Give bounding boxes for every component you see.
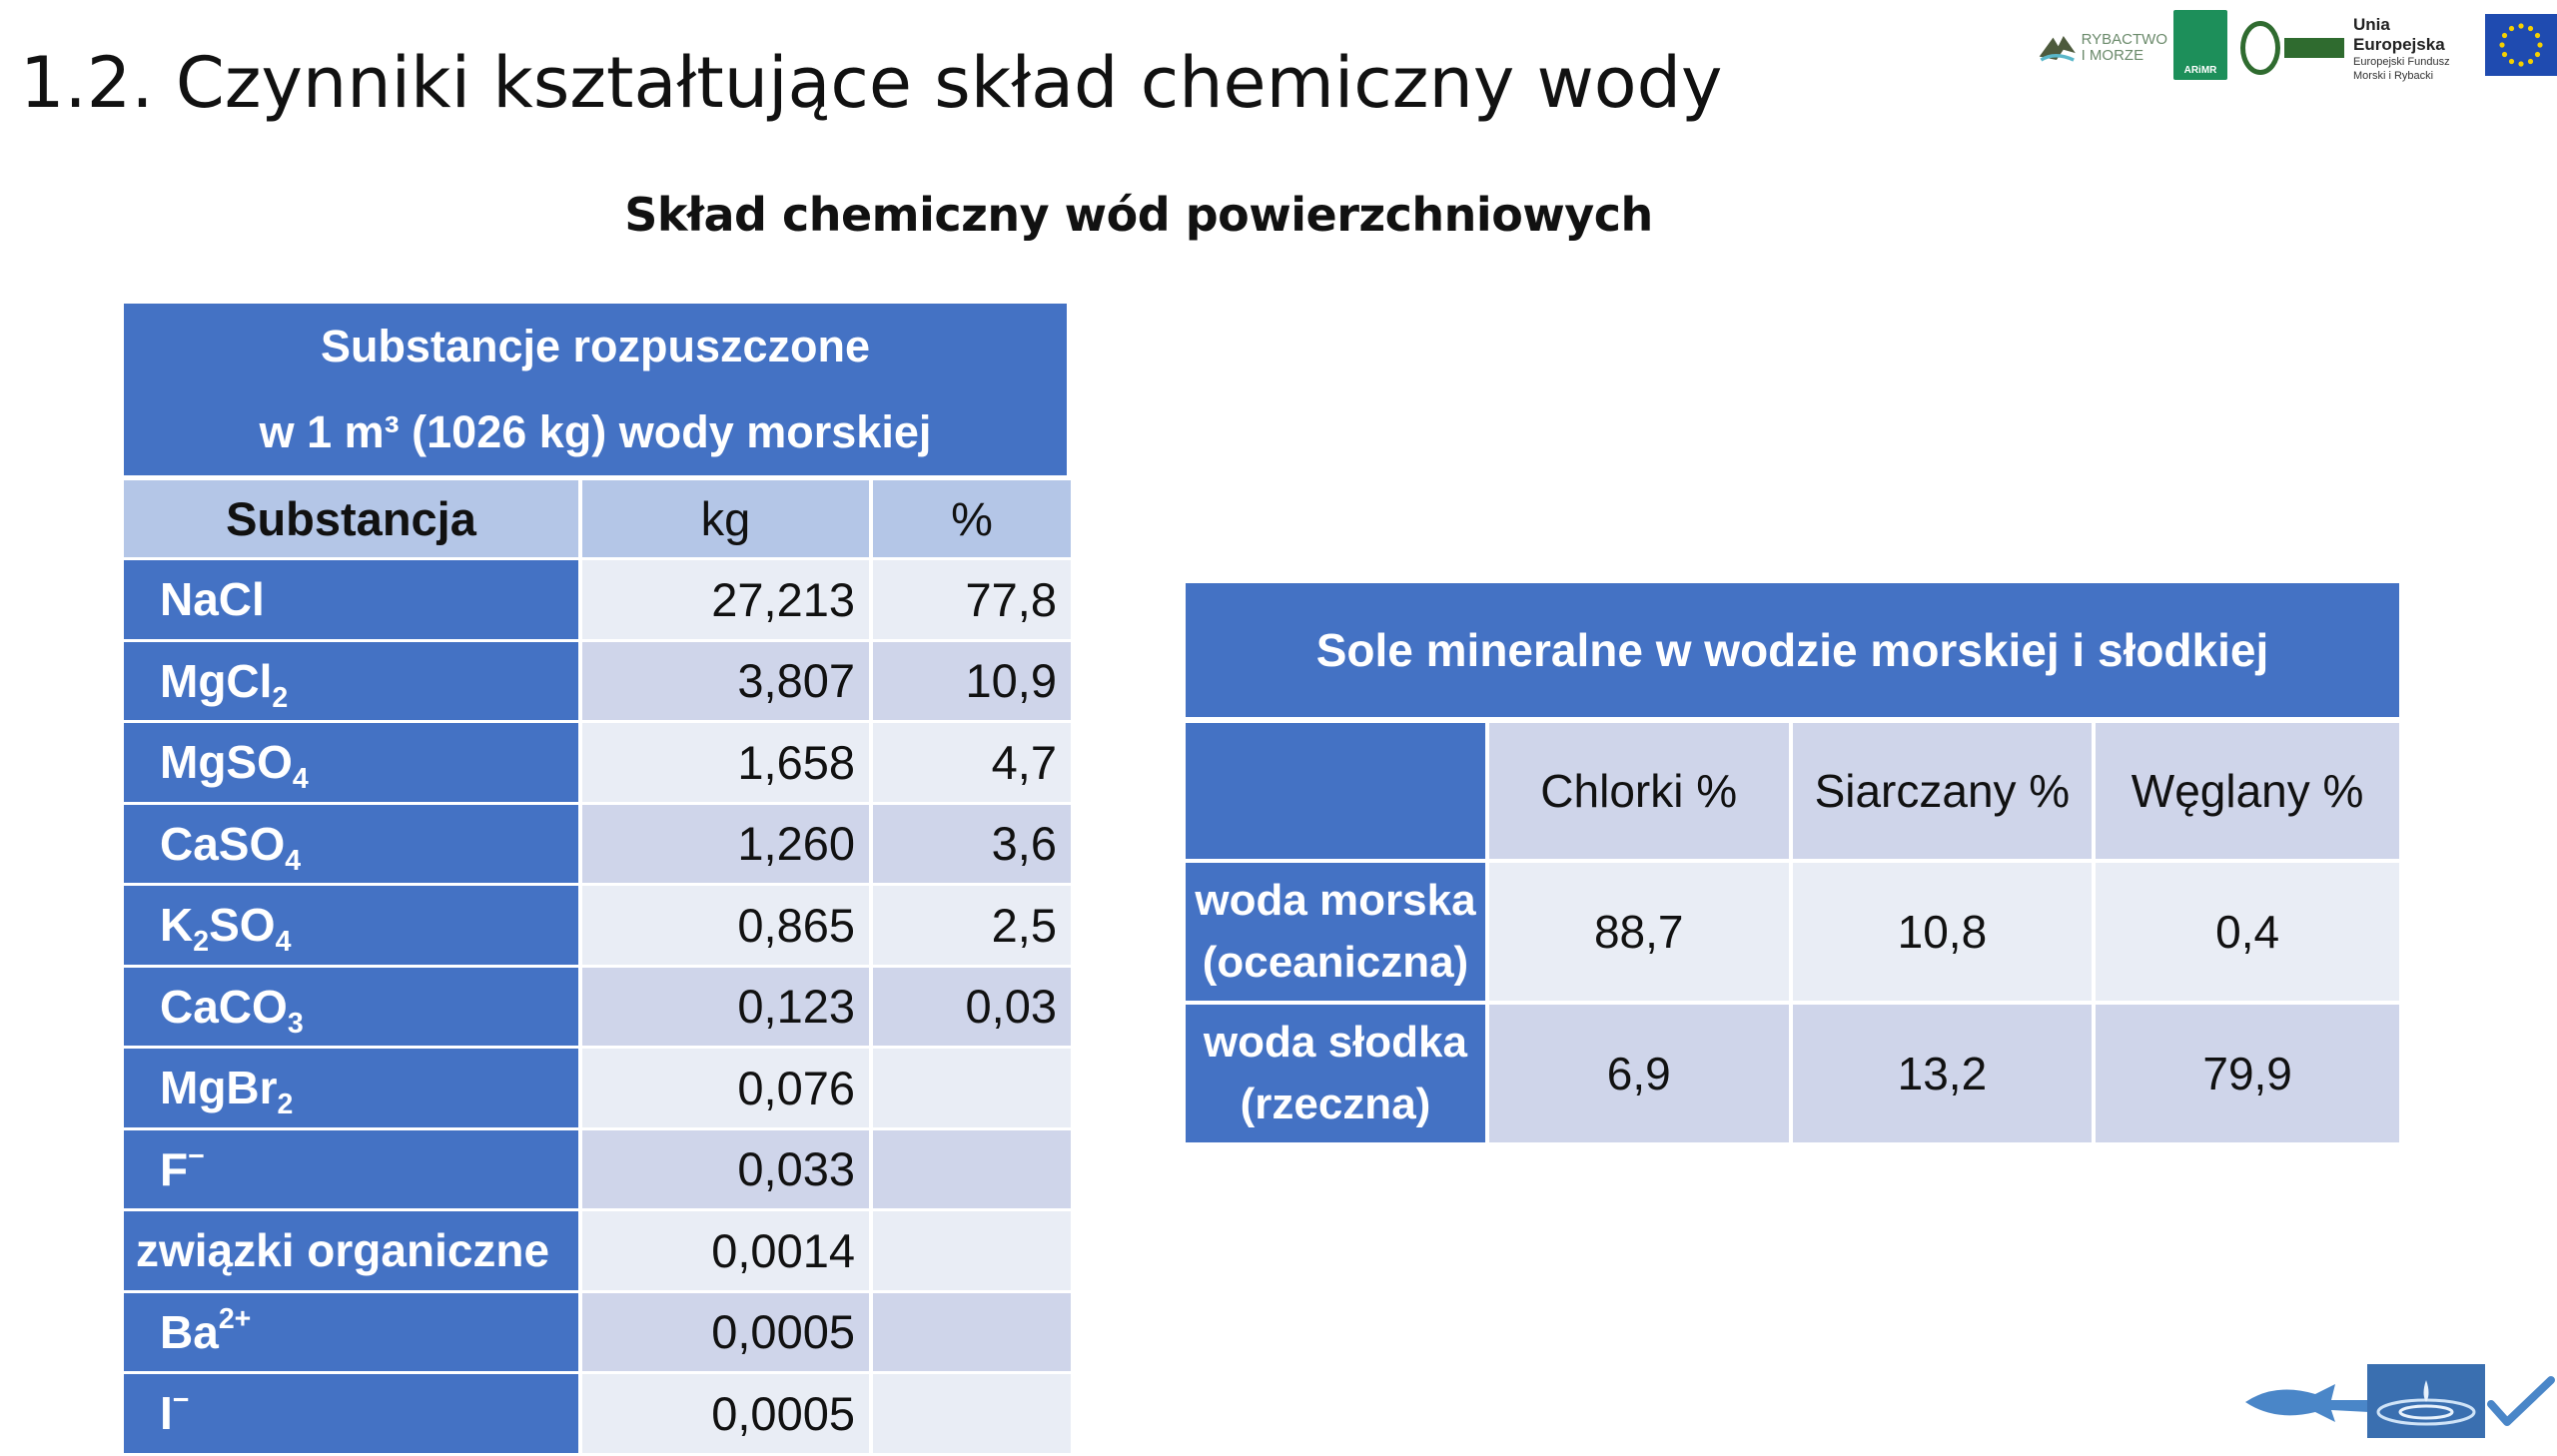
row-header-fresh-water: woda słodka (rzeczna) bbox=[1186, 1005, 1489, 1146]
table-row bbox=[1186, 863, 2399, 1005]
table-row bbox=[124, 642, 1071, 724]
percent-value: 77,8 bbox=[873, 560, 1071, 642]
substance-name: F− bbox=[124, 1130, 582, 1212]
substance-name: I− bbox=[124, 1374, 582, 1456]
table-row bbox=[124, 1211, 1071, 1293]
row-header-sea-water: woda morska (oceaniczna) bbox=[1186, 863, 1489, 1005]
substance-name: $K_2SO_4$ bbox=[124, 886, 582, 968]
substance-name: CaCO$_3$ bbox=[124, 968, 582, 1050]
column-header-sulfates: Siarczany % bbox=[1793, 723, 2097, 863]
substance-name: $Ba^{2+}$ bbox=[124, 1293, 582, 1375]
substance-name: CaSO$_4$ bbox=[124, 805, 582, 887]
table-row bbox=[124, 1049, 1071, 1130]
table-row bbox=[124, 968, 1071, 1050]
eu-title: Unia Europejska bbox=[2353, 15, 2445, 54]
percent-value: 0,03 bbox=[873, 968, 1071, 1050]
mineral-salts-table bbox=[1186, 583, 2399, 1146]
percent-value bbox=[873, 1211, 1071, 1293]
sulfates-value: 13,2 bbox=[1793, 1005, 2097, 1146]
table-row bbox=[124, 886, 1071, 968]
substance-name: MgCl$_2$ bbox=[124, 642, 582, 724]
fish-water-decoration-icon bbox=[2245, 1360, 2557, 1438]
table1-header-line2: w 1 m³ (1026 kg) wody morskiej bbox=[259, 406, 932, 457]
rybactwo-text-2: I MORZE bbox=[2081, 47, 2144, 64]
rybactwo-logo bbox=[2038, 16, 2167, 80]
kg-value: 0,0005 bbox=[582, 1293, 873, 1375]
table-row bbox=[124, 1374, 1071, 1456]
percent-value: 4,7 bbox=[873, 723, 1071, 805]
carbonates-value: 79,9 bbox=[2096, 1005, 2399, 1146]
kg-value: 0,123 bbox=[582, 968, 873, 1050]
table-row bbox=[124, 560, 1071, 642]
eu-flag-icon bbox=[2485, 14, 2557, 76]
kg-value: 3,807 bbox=[582, 642, 873, 724]
chlorides-value: 6,9 bbox=[1489, 1005, 1793, 1146]
carbonates-value: 0,4 bbox=[2096, 863, 2399, 1005]
column-header-percent: % bbox=[873, 480, 1071, 560]
kg-value: 0,033 bbox=[582, 1130, 873, 1212]
partner-logos bbox=[2038, 10, 2557, 88]
table-row bbox=[124, 723, 1071, 805]
percent-value bbox=[873, 1130, 1071, 1212]
column-header-carbonates: Węglany % bbox=[2096, 723, 2399, 863]
column-header-kg: kg bbox=[582, 480, 873, 560]
table-row bbox=[124, 1130, 1071, 1212]
sulfates-value: 10,8 bbox=[1793, 863, 2097, 1005]
eu-line-2: Morski i Rybacki bbox=[2353, 70, 2434, 82]
table2-corner-cell bbox=[1186, 723, 1489, 863]
table1-header bbox=[124, 304, 1071, 480]
table-row bbox=[124, 1293, 1071, 1375]
kg-value: 0,865 bbox=[582, 886, 873, 968]
percent-value bbox=[873, 1374, 1071, 1456]
column-header-substance: Substancja bbox=[124, 480, 582, 560]
column-header-chlorides: Chlorki % bbox=[1489, 723, 1793, 863]
percent-value: 3,6 bbox=[873, 805, 1071, 887]
emblem-icon bbox=[2240, 21, 2280, 75]
percent-value bbox=[873, 1293, 1071, 1375]
rybactwo-text-1: RYBACTWO bbox=[2081, 31, 2167, 48]
kg-value: 1,658 bbox=[582, 723, 873, 805]
percent-value: 10,9 bbox=[873, 642, 1071, 724]
chlorides-value: 88,7 bbox=[1489, 863, 1793, 1005]
fish-icon bbox=[2038, 28, 2078, 68]
kg-value: 1,260 bbox=[582, 805, 873, 887]
substance-name: MgBr$_2$ bbox=[124, 1049, 582, 1130]
ministry-logo bbox=[2239, 18, 2345, 78]
dissolved-substances-table bbox=[124, 304, 1071, 1456]
slide-title: 1.2. Czynniki kształtujące skład chemiczny wody bbox=[20, 42, 1723, 124]
percent-value: 2,5 bbox=[873, 886, 1071, 968]
substance-name: związki organiczne bbox=[124, 1211, 582, 1293]
arimr-logo: ARiMR bbox=[2173, 10, 2227, 80]
slide-subtitle: Skład chemiczny wód powierzchniowych bbox=[624, 188, 1653, 242]
percent-value bbox=[873, 1049, 1071, 1130]
substance-name: MgSO$_4$ bbox=[124, 723, 582, 805]
kg-value: 0,076 bbox=[582, 1049, 873, 1130]
table-row bbox=[1186, 1005, 2399, 1146]
kg-value: 0,0005 bbox=[582, 1374, 873, 1456]
kg-value: 27,213 bbox=[582, 560, 873, 642]
eu-line-1: Europejski Fundusz bbox=[2353, 56, 2450, 68]
table2-header: Sole mineralne w wodzie morskiej i słodkiej bbox=[1186, 583, 2399, 723]
ministry-bar bbox=[2284, 38, 2344, 58]
table1-header-line1: Substancje rozpuszczone bbox=[320, 321, 871, 371]
eu-text-logo bbox=[2353, 14, 2481, 84]
substance-name: NaCl bbox=[124, 560, 582, 642]
table-row bbox=[124, 805, 1071, 887]
kg-value: 0,0014 bbox=[582, 1211, 873, 1293]
